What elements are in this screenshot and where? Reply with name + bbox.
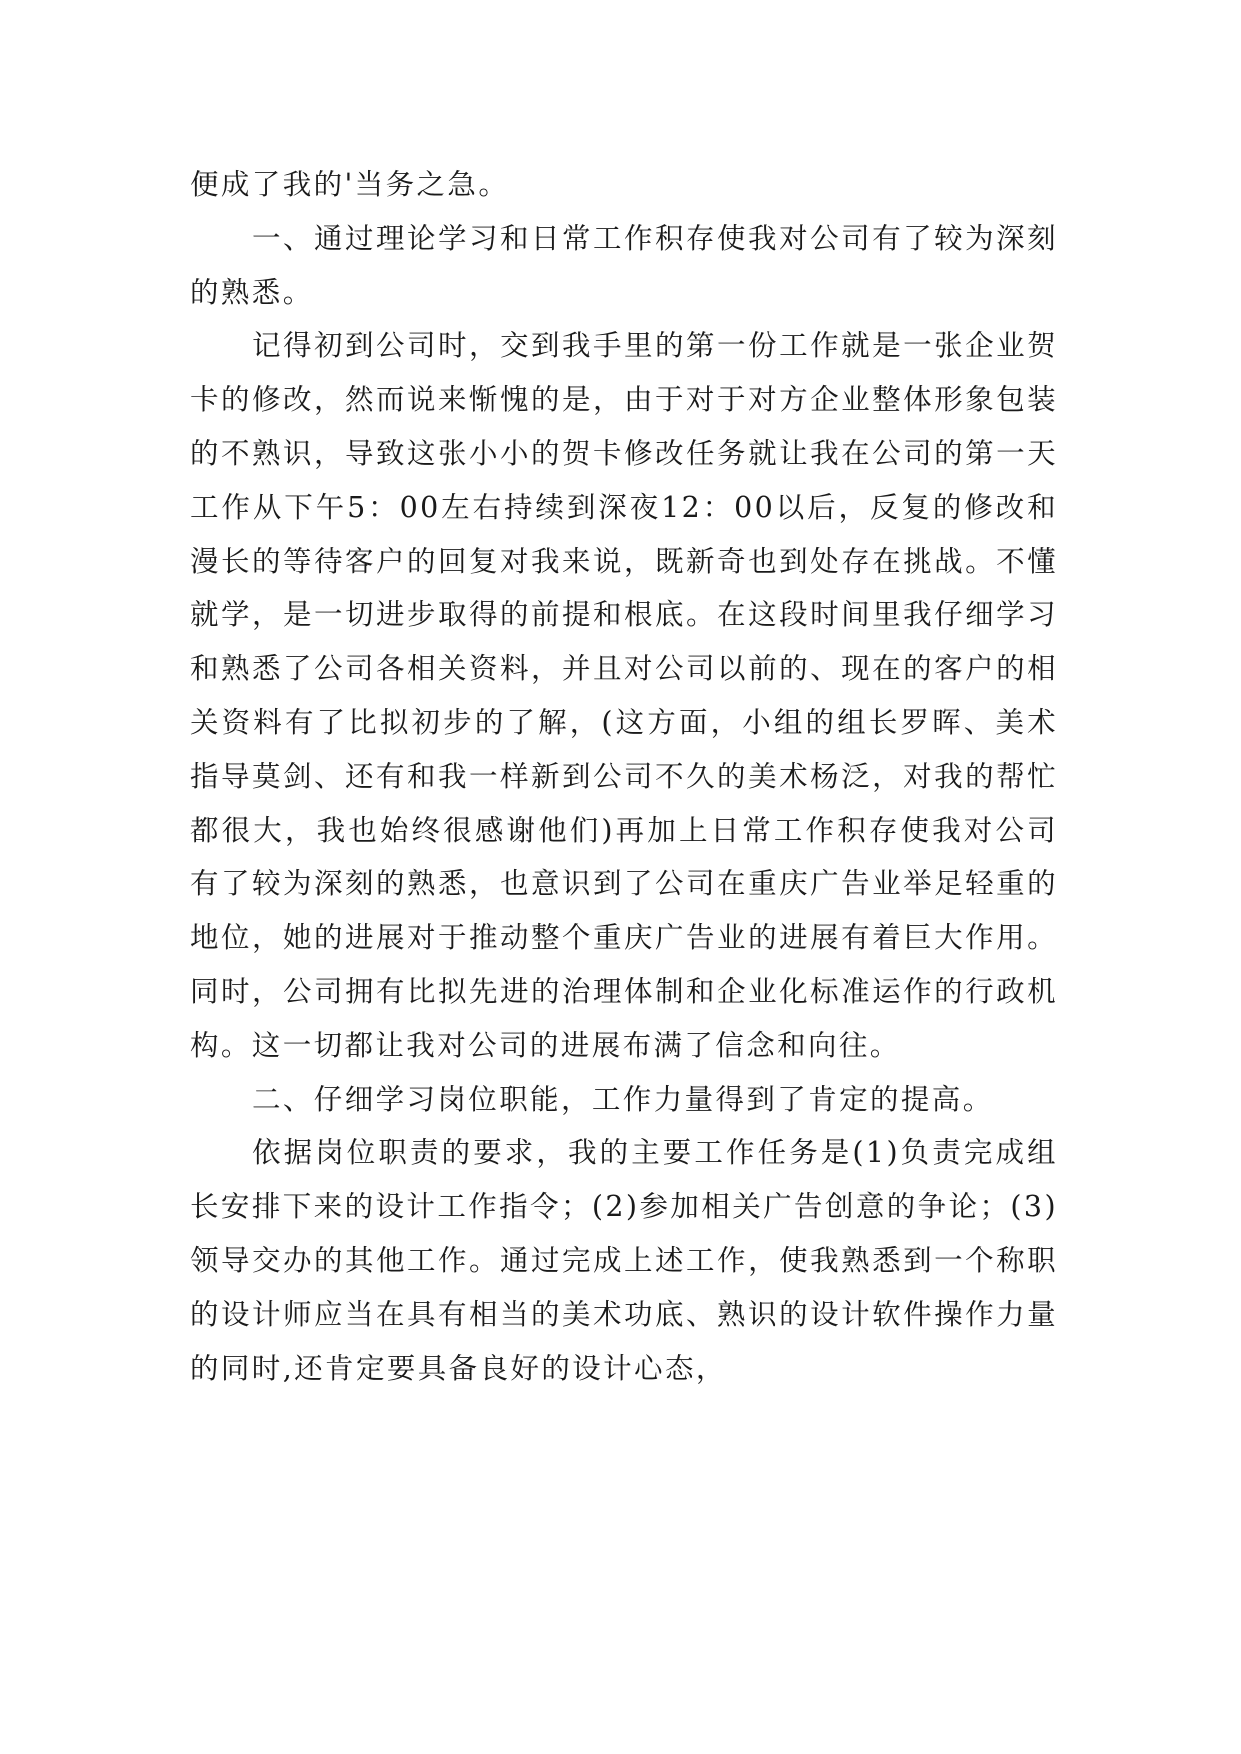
section-heading-1: 一、通过理论学习和日常工作积存使我对公司有了较为深刻的熟悉。 — [190, 221, 1058, 309]
section-heading-2: 二、仔细学习岗位职能，工作力量得到了肯定的提高。 — [252, 1082, 994, 1116]
paragraph-body-2: 依据岗位职责的要求，我的主要工作任务是(1)负责完成组长安排下来的设计工作指令；(2)参加相关广告创意的争论；(3)领导交办的其他工作。通过完成上述工作，使我熟悉到一个称职的设计师应当在具有相当的美术功底、熟识的设计软件操作力量的同时,还肯定要具备良好的设计心态， — [190, 1136, 1058, 1385]
paragraph-continuation: 便成了我的'当务之急。 — [190, 168, 510, 201]
paragraph-body-1: 记得初到公司时，交到我手里的第一份工作就是一张企业贺卡的修改，然而说来惭愧的是，由于对于对方企业整体形象包装的不熟识，导致这张小小的贺卡修改任务就让我在公司的第一天工作从下午5：00左右持续到深夜12：00以后，反复的修改和漫长的等待客户的回复对我来说，既新奇也到处存在挑战。不懂就学，是一切进步取得的前提和根底。在这段时间里我仔细学习和熟悉了公司各相关资料，并且对公司以前的、现在的客户的相关资料有了比拟初步的了解，(这方面，小组的组长罗晖、美术指导莫剑、还有和我一样新到公司不久的美术杨泛，对我的帮忙都很大，我也始终很感谢他们)再加上日常工作积存使我对公司有了较为深刻的熟悉，也意识到了公司在重庆广告业举足轻重的地位，她的进展对于推动整个重庆广告业的进展有着巨大作用。同时，公司拥有比拟先进的治理体制和企业化标准运作的行政机构。这一切都让我对公司的进展布满了信念和向往。 — [190, 329, 1058, 1062]
document-body — [190, 158, 1058, 1395]
